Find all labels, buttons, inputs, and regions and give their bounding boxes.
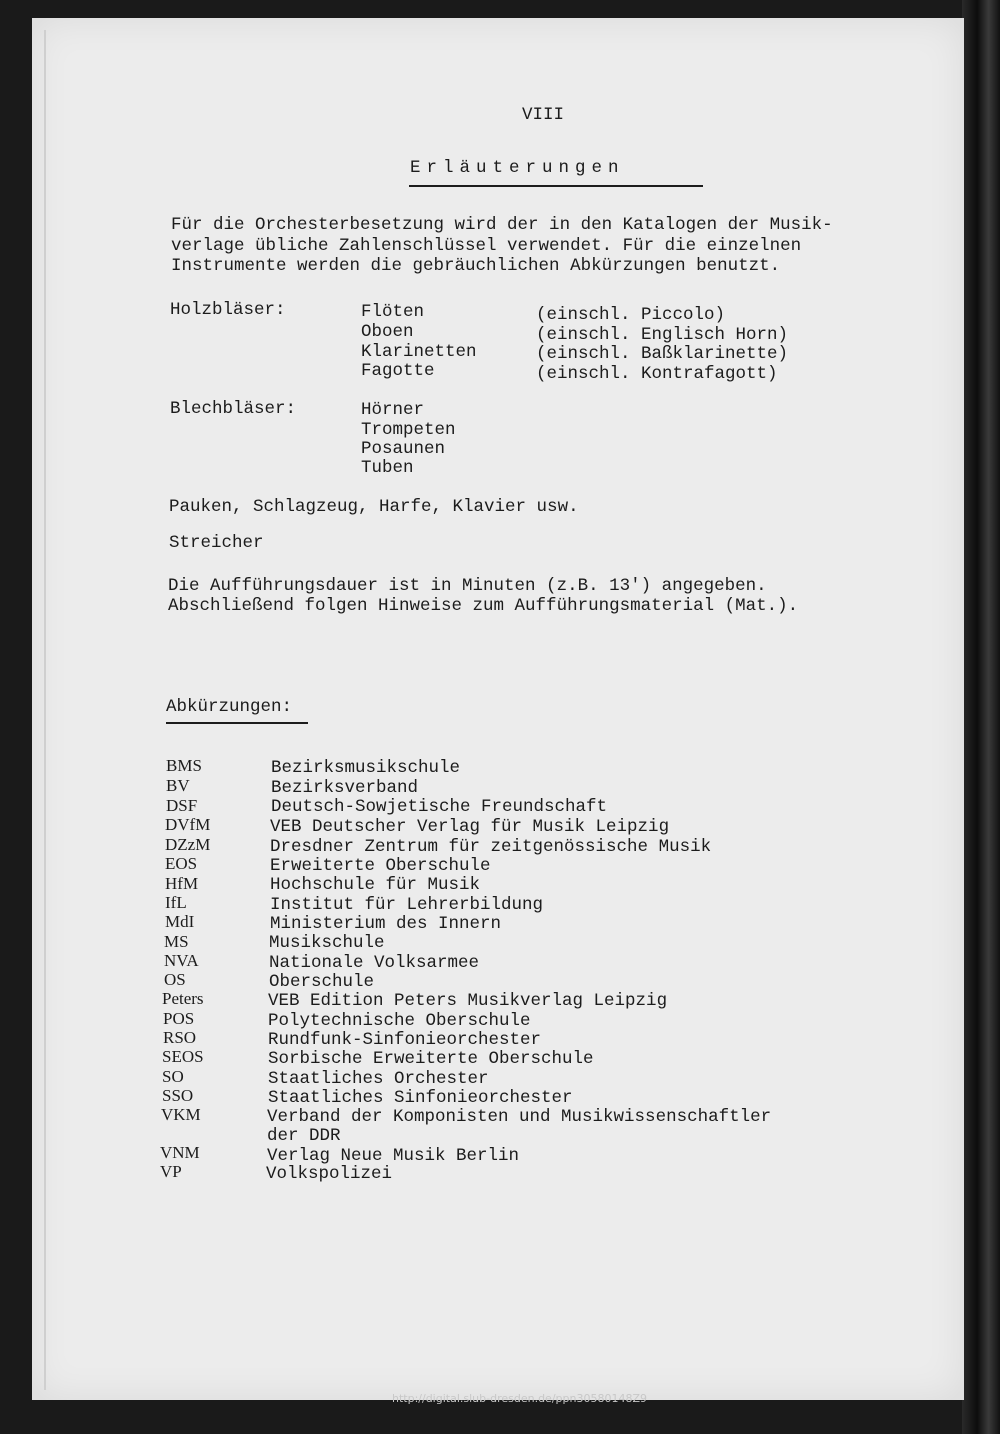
abbreviations-heading: Abkürzungen:: [166, 697, 293, 717]
page-number: VIII: [522, 105, 565, 125]
abbr-key: OS: [164, 970, 186, 989]
woodwind-name: Fagotte: [361, 361, 435, 381]
abbr-value: Nationale Volksarmee: [269, 953, 480, 973]
title-underline: [409, 185, 703, 187]
abbr-value: Staatliches Sinfonieorchester: [268, 1088, 573, 1108]
abbr-value: Polytechnische Oberschule: [268, 1011, 531, 1031]
intro-line-2: verlage übliche Zahlenschlüssel verwendet. Für die einzelnen: [171, 236, 802, 256]
abbr-key: Peters: [162, 989, 204, 1008]
abbr-value: Bezirksverband: [271, 778, 419, 798]
duration-line-1: Die Aufführungsdauer ist in Minuten (z.B. 13') angegeben.: [168, 576, 767, 596]
abbr-value: Dresdner Zentrum für zeitgenössische Musik: [270, 837, 712, 857]
brass-item: Posaunen: [361, 439, 446, 459]
woodwind-name: Oboen: [361, 322, 414, 342]
brass-item: Tuben: [361, 458, 414, 478]
abbreviations-underline: [166, 722, 308, 724]
abbr-key: VKM: [161, 1105, 201, 1124]
abbr-key: DSF: [166, 796, 198, 815]
abbr-key: HfM: [165, 874, 199, 893]
abbr-value: Volkspolizei: [266, 1164, 393, 1184]
intro-line-1: Für die Orchesterbesetzung wird der in den Katalogen der Musik-: [171, 215, 833, 235]
abbr-value: Institut für Lehrerbildung: [270, 895, 544, 915]
woodwind-name: Flöten: [361, 302, 425, 322]
abbr-key: EOS: [165, 854, 198, 873]
abbr-key: SEOS: [162, 1047, 204, 1066]
abbr-key: VP: [160, 1162, 182, 1181]
scan-border: [962, 0, 1000, 1434]
woodwind-note: (einschl. Englisch Horn): [536, 325, 789, 345]
brass-item: Hörner: [361, 400, 425, 420]
abbr-value: VEB Deutscher Verlag für Musik Leipzig: [270, 817, 670, 837]
abbr-value: Deutsch-Sowjetische Freundschaft: [271, 797, 608, 817]
abbr-value: Ministerium des Innern: [270, 914, 502, 934]
abbr-value: Rundfunk-Sinfonieorchester: [268, 1030, 542, 1050]
brass-label: Blechbläser:: [170, 399, 297, 419]
abbr-value: Erweiterte Oberschule: [270, 856, 491, 876]
abbr-value: Oberschule: [269, 972, 375, 992]
abbr-value: Musikschule: [269, 933, 385, 953]
abbr-value: Sorbische Erweiterte Oberschule: [268, 1049, 594, 1069]
page-edge: [44, 30, 46, 1390]
abbr-key: SSO: [162, 1086, 194, 1105]
abbr-key: NVA: [164, 951, 199, 970]
source-url: http://digital.slub-dresden.de/ppn30580148Z9: [392, 1392, 647, 1405]
abbr-value: Staatliches Orchester: [268, 1069, 489, 1089]
abbr-key: POS: [163, 1009, 195, 1028]
intro-line-3: Instrumente werden die gebräuchlichen Abkürzungen benutzt.: [171, 256, 781, 276]
abbr-value: Hochschule für Musik: [270, 875, 481, 895]
woodwind-note: (einschl. Piccolo): [536, 305, 726, 325]
abbr-key: SO: [162, 1067, 184, 1086]
page-title: [410, 158, 625, 178]
abbr-value: Verlag Neue Musik Berlin: [267, 1146, 520, 1166]
duration-line-2: Abschließend folgen Hinweise zum Aufführungsmaterial (Mat.).: [168, 596, 799, 616]
page-title-text: Erläuterungen: [410, 158, 625, 178]
abbr-key: VNM: [160, 1143, 200, 1162]
abbr-value: Bezirksmusikschule: [271, 758, 461, 778]
abbr-key: BMS: [166, 756, 202, 775]
percussion-line: Pauken, Schlagzeug, Harfe, Klavier usw.: [169, 497, 579, 517]
woodwind-note: (einschl. Baßklarinette): [536, 344, 789, 364]
abbr-key: MS: [164, 932, 189, 951]
abbr-key: BV: [166, 776, 190, 795]
abbr-key: RSO: [163, 1028, 197, 1047]
woodwind-name: Klarinetten: [361, 342, 477, 362]
brass-item: Trompeten: [361, 420, 456, 440]
woodwind-note: (einschl. Kontrafagott): [536, 364, 778, 384]
abbr-value-continuation: der DDR: [267, 1126, 341, 1146]
abbr-value: VEB Edition Peters Musikverlag Leipzig: [268, 991, 668, 1011]
abbr-value: Verband der Komponisten und Musikwissenschaftler: [267, 1107, 772, 1127]
abbr-key: DVfM: [165, 815, 211, 834]
abbr-key: DZzM: [165, 835, 211, 854]
woodwinds-label: Holzbläser:: [170, 300, 286, 320]
abbr-key: IfL: [165, 893, 187, 912]
abbr-key: MdI: [165, 912, 195, 931]
strings-line: Streicher: [169, 533, 264, 553]
